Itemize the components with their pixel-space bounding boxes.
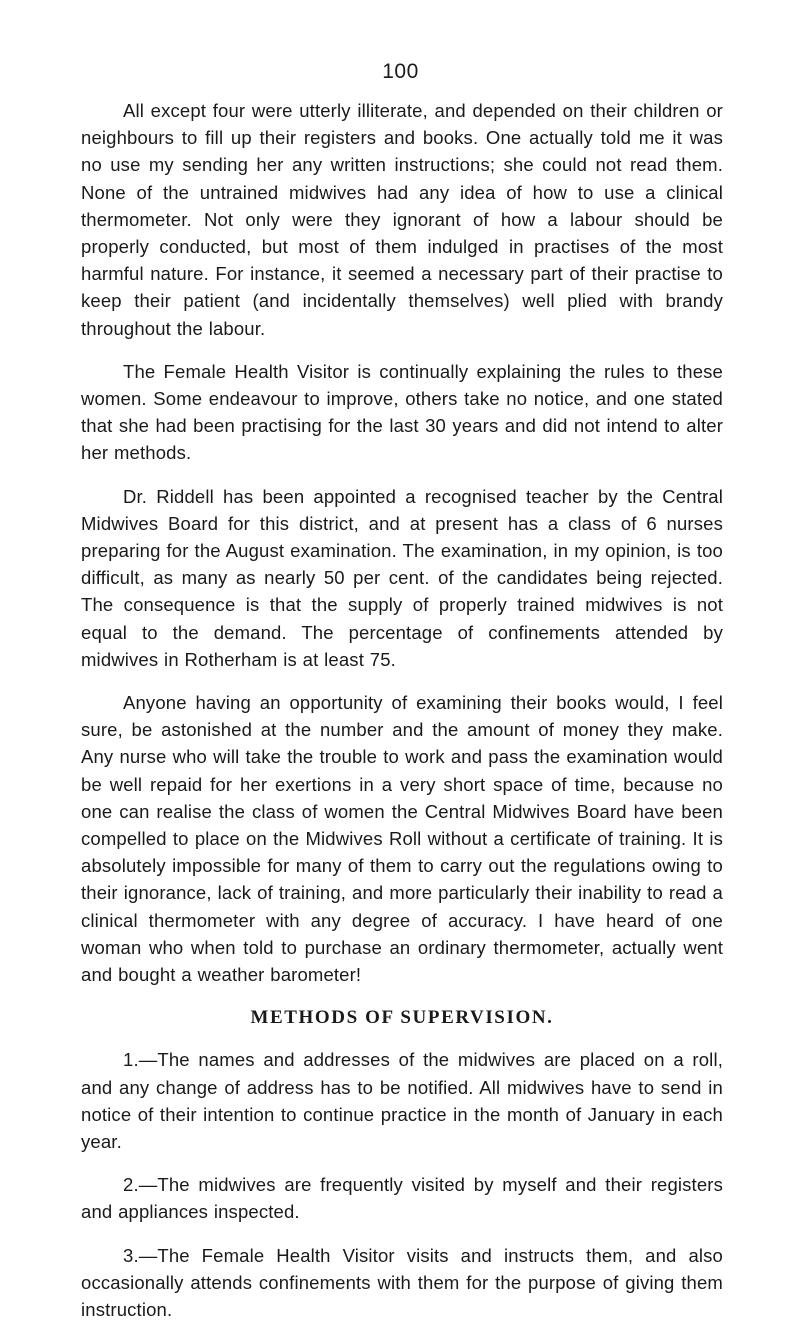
page-body	[81, 97, 723, 1339]
paragraph-health-visitor: The Female Health Visitor is continually explaining the rules to these women. Some endeavour to improve, others take no notice, and one stated that she had been practising for the last 30 years and did not intend to alter her methods.	[81, 360, 723, 464]
list-item-visits: 2.—The midwives are frequently visited by myself and their registers and appliances inspected.	[81, 1174, 723, 1223]
page-number: 100	[382, 60, 419, 83]
paragraph-examining-books: Anyone having an opportunity of examining their books would, I feel sure, be astonished at the number and the amount of money they make. Any nurse who will take the trouble to work and pass the examination would be well repaid for her exertions in a very short space of time, because no one can realise the class of women the Central Midwives Board have been compelled to place on the Midwives Roll without a certificate of training. It is absolutely impossible for many of them to carry out the regulations owing to their ignorance, lack of training, and more particularly their inability to read a clinical thermometer with any degree of accuracy. I have heard of one woman who when told to purchase an ordinary thermometer, actually went and bought a weather barometer!	[81, 692, 723, 986]
list-item-instruction: 3.—The Female Health Visitor visits and instructs them, and also occasionally attends confinements with them for the purpose of giving them instruction.	[81, 1244, 723, 1320]
section-heading: METHODS OF SUPERVISION.	[250, 1007, 554, 1029]
list-item-roll: 1.—The names and addresses of the midwives are placed on a roll, and any change of address has to be notified. All midwives have to send in notice of their intention to continue practice in the month of January in each year.	[81, 1049, 723, 1152]
paragraph-recognised-teacher: Dr. Riddell has been appointed a recognised teacher by the Central Midwives Board for this district, and at present has a class of 6 nurses preparing for the August examination. The examination, in my opinion, is too difficult, as many as nearly 50 per cent. of the candidates being rejected. The consequence is that the supply of properly trained midwives is not equal to the demand. The percentage of confinements attended by midwives in Rotherham is at least 75.	[81, 485, 723, 670]
paragraph-illiteracy: All except four were utterly illiterate, and depended on their children or neighbours to fill up their registers and books. One actually told me it was no use my sending her any written instructions; she could not read them. None of the untrained midwives had any idea of how to use a clinical thermometer. Not only were they ignorant of how a labour should be properly conducted, but most of them indulged in practises of the most harmful nature. For instance, it seemed a necessary part of their practise to keep their patient (and incidentally themselves) well plied with brandy throughout the labour.	[81, 100, 723, 339]
